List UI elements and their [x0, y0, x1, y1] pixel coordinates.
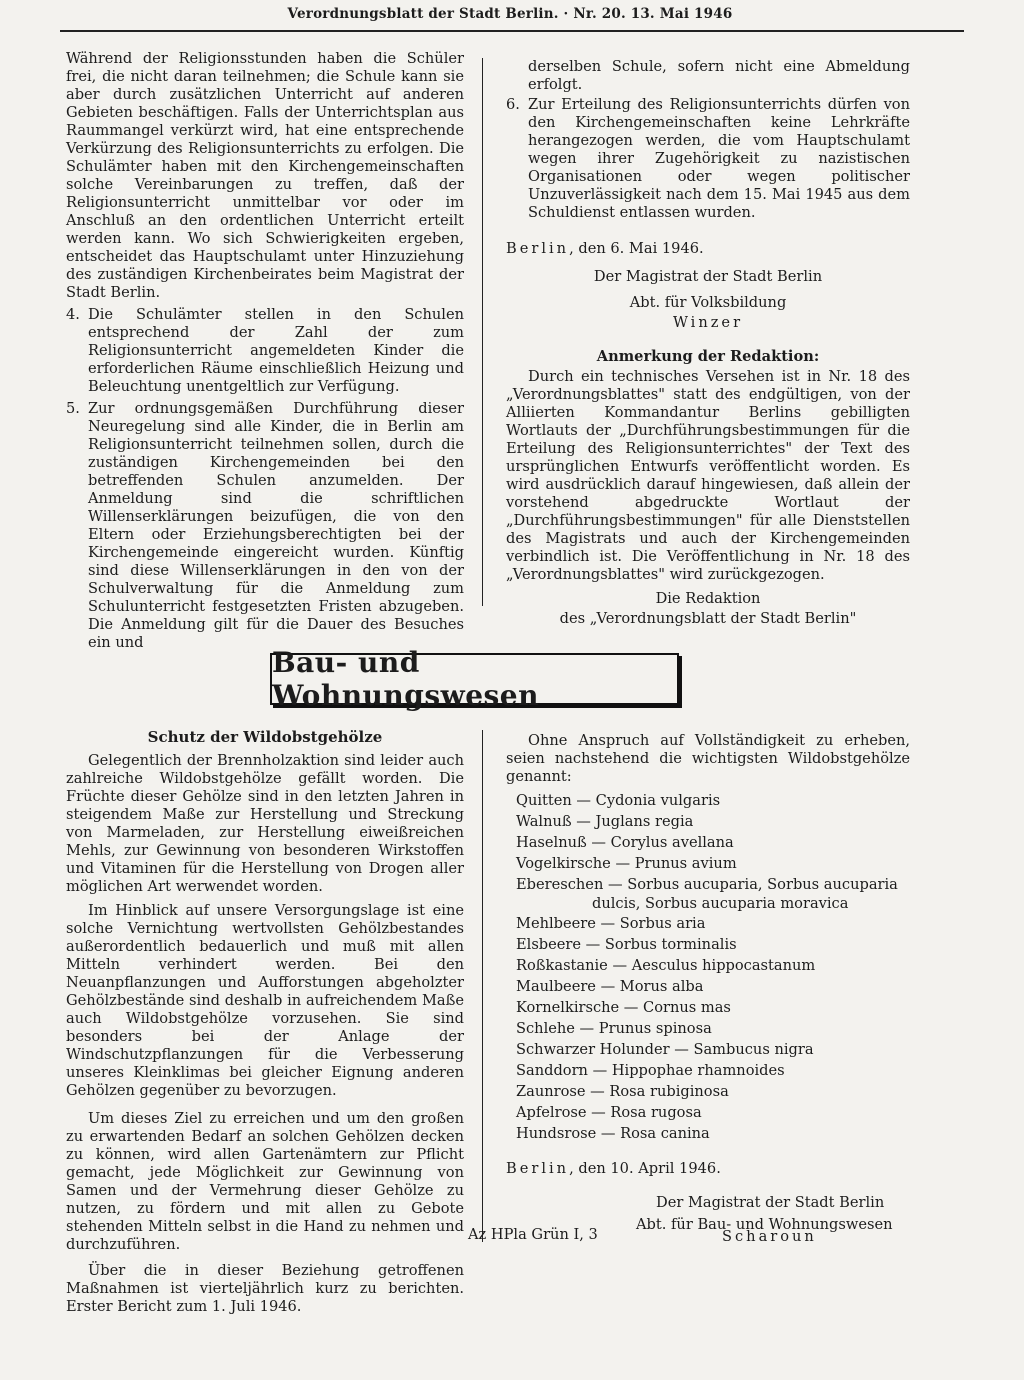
item-5-text: Zur ordnungsgemäßen Durchführung dieser Neuregelung sind alle Kinder, die in Berlin am Religionsunterricht teilnehmen sollen, durch die zuständigen Kirchengemeinden bei den betreffenden Schulen anzumelden. Der Anmeldung sind die schriftlichen Willenserklärungen beizufügen, die von den Eltern oder Erziehungsberechtigten bei der Kirchengemeinde eingereicht wurden. Künftig sind diese Willenserklärungen in den von der Schulverwaltung für die Anmeldung zum Schulunterricht festgesetzten Fristen abzugeben. Die Anmeldung gilt für die Dauer des Besuches ein und — [88, 400, 464, 651]
item-4 — [66, 306, 464, 396]
species-item: Haselnuß — Corylus avellana — [516, 834, 734, 851]
place-date-rest: , den 6. Mai 1946. — [569, 240, 704, 257]
item-5 — [66, 400, 464, 652]
column-right-bottom — [506, 732, 910, 1234]
note-title: Anmerkung der Redaktion: — [596, 348, 820, 365]
signature-name: Winzer — [672, 314, 744, 331]
article-paragraph-1: Gelegentlich der Brennholzaktion sind leider auch zahlreiche Wildobstgehölze gefällt worden. Die Früchte dieser Gehölze sind in den letzten Jahren in steigendem Maße zur Herstellung und Streckung von Marmeladen, zur Herstellung eiweißreichen Mehls, zur Gewinnung von besonderen Wirkstoffen und Vitaminen für die Herstellung von Drogen aller möglichen Art werwendet worden. — [66, 752, 464, 895]
place-date — [506, 240, 910, 258]
signature-bottom-org: Der Magistrat der Stadt Berlin — [656, 1194, 885, 1211]
reference-number: Az HPla Grün I, 3 — [468, 1226, 598, 1243]
place-date-city: Berlin — [506, 240, 570, 257]
note-signature-2: des „Verordnungsblatt der Stadt Berlin" — [559, 610, 857, 627]
column-left-bottom — [66, 728, 464, 1316]
section-title: Bau- und Wohnungswesen — [272, 646, 539, 712]
place-date-bottom — [506, 1160, 910, 1178]
signature-org: Der Magistrat der Stadt Berlin — [593, 268, 823, 285]
species-item-text: Ebereschen — Sorbus aucuparia, Sorbus aucuparia — [516, 876, 898, 893]
species-intro: Ohne Anspruch auf Vollständigkeit zu erheben, seien nachstehend die wichtigsten Wildobstgehölze genannt: — [506, 732, 910, 785]
note-signature-1: Die Redaktion — [655, 590, 761, 607]
article-paragraph-3: Um dieses Ziel zu erreichen und um den großen zu erwartenden Bedarf an solchen Gehölzen decken zu können, wird allen Gartenämtern zur Pflicht gemacht, jede Möglichkeit zur Gewinnung von Samen und der Vermehrung dieser Gehölze zu nutzen, zu fördern und mit allen zu Gebote stehenden Mitteln selbst in die Hand zu nehmen und durchzuführen. — [66, 1110, 464, 1253]
item-6 — [506, 96, 910, 222]
item-5-number: 5. — [66, 400, 80, 417]
place-date-bottom-city: Berlin — [506, 1160, 570, 1177]
article-paragraph-2: Im Hinblick auf unsere Versorgungslage ist eine solche Vernichtung wertvollsten Gehölzbestandes außerordentlich bedauerlich und muß mit allen Mitteln verhindert werden. Bei den Neuanpflanzungen und Aufforstungen abgeholzter Gehölzbestände sind deshalb in aufreichendem Maße auch Wildobstgehölze vorzusehen. Sie sind besonders bei der Anlage der Windschutzpflanzungen für die Verbesserung unseres Kleinklimas bei gleicher Eignung anderen Gehölzen gegenüber zu bevorzugen. — [66, 902, 464, 1099]
species-item: Quitten — Cydonia vulgaris — [516, 792, 721, 809]
column-left-top — [66, 50, 464, 656]
item-4-number: 4. — [66, 306, 80, 323]
column-divider-bottom — [482, 730, 483, 1242]
species-item: Vogelkirsche — Prunus avium — [516, 855, 737, 872]
species-item: Mehlbeere — Sorbus aria — [516, 915, 706, 932]
species-item: Elsbeere — Sorbus torminalis — [516, 936, 737, 953]
species-item: Hundsrose — Rosa canina — [516, 1125, 710, 1142]
section-heading-box — [270, 646, 679, 712]
item-4-text: Die Schulämter stellen in den Schulen entsprechend der Zahl der zum Religionsunterricht angemeldeten Kinder die erforderlichen Räume einschließlich Heizung und Beleuchtung unentgeltlich zur Verfügung. — [88, 306, 464, 395]
article-paragraph-4: Über die in dieser Beziehung getroffenen Maßnahmen ist vierteljährlich kurz zu berichten. Erster Bericht zum 1. Juli 1946. — [66, 1262, 464, 1315]
signature-bottom-name: Scharoun — [722, 1228, 817, 1245]
column-right-top — [506, 58, 910, 628]
species-item: Walnuß — Juglans regia — [516, 813, 694, 830]
species-item — [516, 874, 910, 913]
place-date-bottom-rest: , den 10. April 1946. — [569, 1160, 721, 1177]
paragraph-intro: Während der Religionsstunden haben die Schüler frei, die nicht daran teilnehmen; die Schule kann sie aber durch zusätzlichen Unterricht auf anderen Gebieten beschäftigen. Falls der Unterrichtsplan aus Raummangel verkürzt wird, hat eine entsprechende Verkürzung des Religionsunterrichts zu erfolgen. Die Schulämter haben mit den Kirchengemeinschaften solche Vereinbarungen zu treffen, daß der Religionsunterricht unmittelbar vor oder im Anschluß an den ordentlichen Unterricht erteilt werden kann. Wo sich Schwierigkeiten ergeben, entscheidet das Hauptschulamt unter Hinzuziehung des zuständigen Kirchenbeirates beim Magistrat der Stadt Berlin. — [66, 50, 464, 301]
note-text: Durch ein technisches Versehen ist in Nr. 18 des „Verordnungsblattes" statt des endgültigen, von der Alliierten Kommandantur Berlins gebilligten Wortlauts der „Durchführungsbestimmungen für die Erteilung des Religionsunterrichtes" der Text des ursprünglichen Entwurfs veröffentlicht worden. Es wird ausdrücklich darauf hingewiesen, daß allein der vorstehend abgedruckte Wortlaut der „Durchführungsbestimmungen" für alle Dienststellen des Magistrats und auch der Kirchengemeinden verbindlich ist. Die Veröffentlichung in Nr. 18 des „Verordnungsblattes" wird zurückgezogen. — [506, 368, 910, 583]
article-title: Schutz der Wildobstgehölze — [147, 728, 383, 746]
page-header: Verordnungsblatt der Stadt Berlin. · Nr. 20. 13. Mai 1946 — [287, 6, 733, 22]
species-item: Schwarzer Holunder — Sambucus nigra — [516, 1041, 814, 1058]
species-item-continuation: dulcis, Sorbus aucuparia moravica — [592, 895, 849, 912]
column-divider-top — [482, 58, 483, 606]
signature-dept: Abt. für Volksbildung — [629, 294, 787, 311]
species-item: Kornelkirsche — Cornus mas — [516, 999, 731, 1016]
species-item: Schlehe — Prunus spinosa — [516, 1020, 712, 1037]
header-rule — [60, 30, 964, 32]
item-6-number: 6. — [506, 96, 520, 113]
species-item: Sanddorn — Hippophae rhamnoides — [516, 1062, 785, 1079]
species-list — [506, 790, 910, 1144]
signature-bottom-dept: Abt. für Bau- und Wohnungswesen — [636, 1216, 893, 1233]
species-item: Zaunrose — Rosa rubiginosa — [516, 1083, 729, 1100]
species-item: Maulbeere — Morus alba — [516, 978, 704, 995]
item-6-text: Zur Erteilung des Religionsunterrichts dürfen von den Kirchengemeinschaften keine Lehrkräfte herangezogen werden, die vom Hauptschulamt wegen ihrer Zugehörigkeit zu nazistischen Organisationen oder wegen politischer Unzuverlässigkeit nach dem 15. Mai 1945 aus dem Schuldienst entlassen wurden. — [528, 96, 910, 221]
item-5-continuation: derselben Schule, sofern nicht eine Abmeldung erfolgt. — [528, 58, 910, 93]
species-item: Roßkastanie — Aesculus hippocastanum — [516, 957, 816, 974]
species-item: Apfelrose — Rosa rugosa — [516, 1104, 702, 1121]
